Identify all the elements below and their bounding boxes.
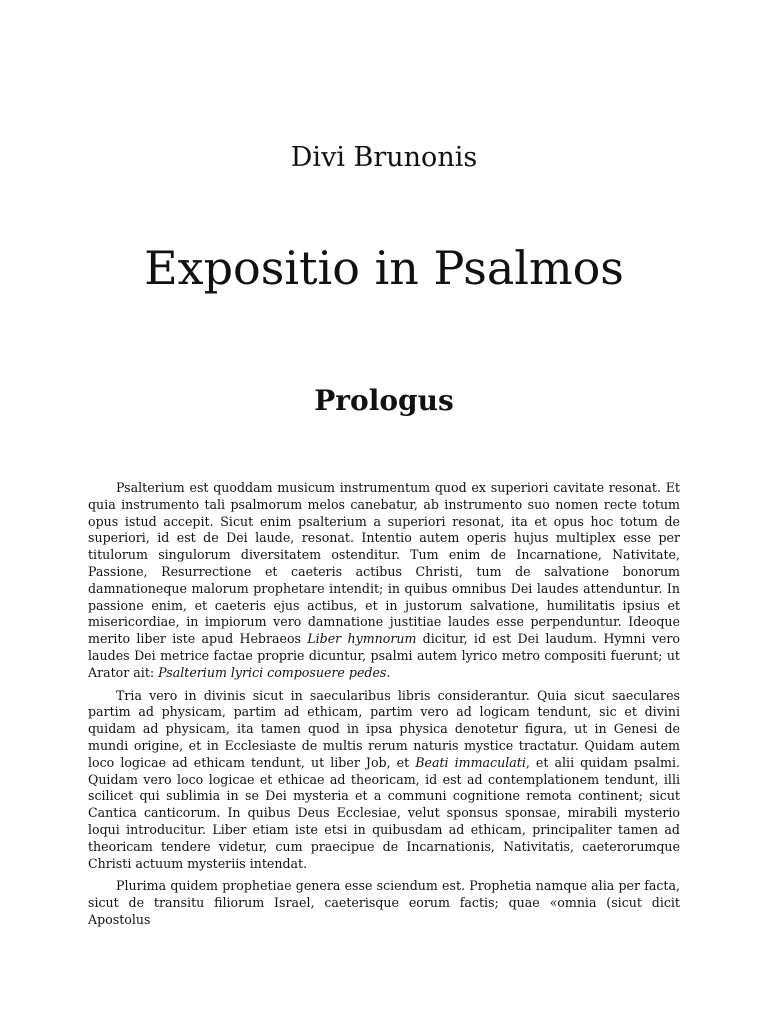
document-title: Expositio in Psalmos	[144, 241, 624, 295]
paragraph-2-italic-beati-immaculati: Beati immaculati	[415, 754, 526, 770]
section-heading: Prologus	[314, 384, 454, 417]
paragraph-1-text-3: .	[386, 664, 391, 680]
paragraph-1	[88, 480, 680, 682]
paragraph-2-text-1: Tria vero in divinis sicut in saecularibus libris considerantur. Quia sicut saeculares partim ad physicam, partim ad ethicam, partim vero ad logicam tendunt, sic et divini quidam ad physicam, ita tamen quod in ipsa physica denotetur figura, ut in Genesi de mundi origine, et in Ecclesiaste de multis rerum naturis mystice tractatur. Quidam autem loco logicae ad ethicam tendunt, ut liber Job, et	[88, 687, 680, 770]
author-heading: Divi Brunonis	[290, 142, 478, 173]
paragraph-3-text-1: Plurima quidem prophetiae genera esse sciendum est. Prophetia namque alia per facta, sicut de transitu filiorum Israel, caeterisque eorum factis; quae «omnia (sicut dicit Apostolus	[88, 878, 680, 927]
paragraph-1-text-1: Psalterium est quoddam musicum instrumentum quod ex superiori cavitate resonat. Et quia instrumento tali psalmorum melos canebatur, ab instrumento suo nomen recte totum opus istud accepit. Sicut enim psalterium a superiori resonat, ita et opus hoc totum de superiori, id est de Dei laude, resonat. Intentio autem operis hujus multiplex esse per titulorum singulorum diversitatem ostenditur. Tum enim de Incarnatione, Nativitate, Passione, Resurrectione et caeteris actibus Christi, tum de salvatione bonorum damnationeque malorum prophetare intendit; in quibus omnibus Dei laudes attenduntur. In passione enim, et caeteris ejus actibus, et in justorum salvatione, humilitatis ipsius et misericordiae, in impiorum vero damnatione justitiae laudes esse perpenduntur. Ideoque merito liber iste apud Hebraeos	[88, 480, 680, 647]
paragraph-3	[88, 878, 680, 928]
paragraph-1-text-2: dicitur, id est Dei laudum. Hymni vero laudes Dei metrice factae proprie dicuntur, psalmi autem lyrico metro compositi fuerunt; ut Arator ait:	[88, 631, 680, 680]
paragraph-2	[88, 688, 680, 873]
prologue-body	[88, 480, 680, 935]
paragraph-1-italic-arator-quote: Psalterium lyrici composuere pedes	[158, 664, 387, 680]
paragraph-1-italic-liber-hymnorum: Liber hymnorum	[307, 631, 417, 647]
paragraph-2-text-2: , et alii quidam psalmi. Quidam vero loco logicae et ethicae ad theoricam, id est ad contemplationem tendunt, illi scilicet qui sublimia in se Dei mysteria et a communi cognitione remota continent; sicut Cantica canticorum. In quibus Deus Ecclesiae, velut sponsus sponsae, mirabili mysterio loqui introducitur. Liber etiam iste etsi in quibusdam ad ethicam, principaliter tamen ad theoricam tendere videtur, cum praecipue de Incarnationis, Nativitatis, caeterorumque Christi actuum mysteriis intendat.	[88, 754, 680, 871]
